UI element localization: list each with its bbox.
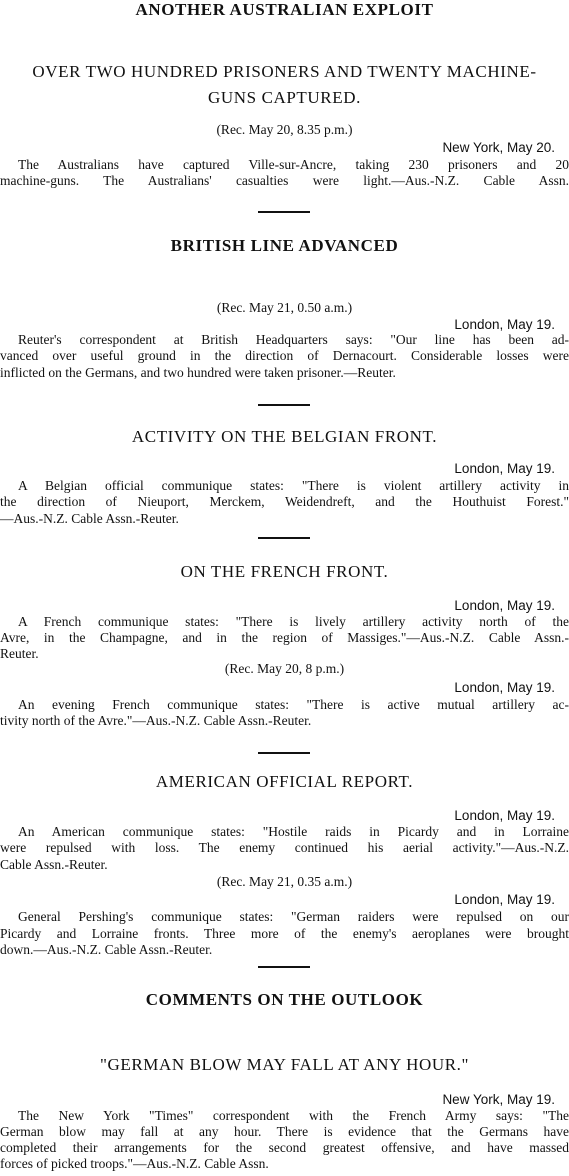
body-line: The New York "Times" correspondent with the French Army says: "The bbox=[18, 1108, 569, 1123]
body-line: Cable Assn.-Reuter. bbox=[0, 857, 108, 872]
article-headline: AMERICAN OFFICIAL REPORT. bbox=[155, 772, 414, 791]
article-subheadline: GUNS CAPTURED. bbox=[208, 88, 361, 107]
received-note: (Rec. May 20, 8.35 p.m.) bbox=[216, 122, 353, 137]
article-headline: ANOTHER AUSTRALIAN EXPLOIT bbox=[135, 0, 434, 19]
body-line: were repulsed with loss. The enemy continued his aerial activity."—Aus.-N.Z. bbox=[0, 840, 569, 855]
section-rule bbox=[258, 537, 310, 539]
body-line: vanced over useful ground in the direction of Dernacourt. Considerable losses were bbox=[0, 348, 569, 363]
dateline: London, May 19. bbox=[454, 892, 555, 907]
dateline: London, May 19. bbox=[454, 808, 555, 823]
article-headline: ACTIVITY ON THE BELGIAN FRONT. bbox=[131, 427, 438, 446]
body-line: A Belgian official communique states: "There is violent artillery activity in bbox=[18, 478, 569, 493]
body-line: down.—Aus.-N.Z. Cable Assn.-Reuter. bbox=[0, 942, 213, 957]
dateline: London, May 19. bbox=[454, 317, 555, 332]
article-subheadline: OVER TWO HUNDRED PRISONERS AND TWENTY MACHINE- bbox=[32, 62, 537, 81]
section-rule bbox=[258, 211, 310, 213]
section-rule bbox=[258, 752, 310, 754]
body-line: German blow may fall at any hour. There is evidence that the Germans have bbox=[0, 1124, 569, 1139]
body-line: Reuter. bbox=[0, 646, 39, 661]
body-line: —Aus.-N.Z. Cable Assn.-Reuter. bbox=[0, 511, 179, 526]
dateline: New York, May 19. bbox=[442, 1092, 555, 1107]
body-line: inflicted on the Germans, and two hundred were taken prisoner.—Reuter. bbox=[0, 365, 396, 380]
body-line: the direction of Nieuport, Merckem, Weidendreft, and the Houthuist Forest." bbox=[0, 494, 569, 509]
article-subheadline: "GERMAN BLOW MAY FALL AT ANY HOUR." bbox=[99, 1055, 470, 1074]
received-note: (Rec. May 21, 0.50 a.m.) bbox=[216, 300, 353, 315]
dateline: London, May 19. bbox=[454, 598, 555, 613]
article-headline: COMMENTS ON THE OUTLOOK bbox=[145, 990, 424, 1009]
article-headline: ON THE FRENCH FRONT. bbox=[180, 562, 389, 581]
body-line: forces of picked troops."—Aus.-N.Z. Cable Assn. bbox=[0, 1156, 269, 1171]
body-line: machine-guns. The Australians' casualties were light.—Aus.-N.Z. Cable Assn. bbox=[0, 173, 569, 188]
dateline: London, May 19. bbox=[454, 461, 555, 476]
body-line: completed their arrangements for the second greatest offensive, and have massed bbox=[0, 1140, 569, 1155]
body-line: The Australians have captured Ville-sur-Ancre, taking 230 prisoners and 20 bbox=[18, 157, 569, 172]
dateline: London, May 19. bbox=[454, 680, 555, 695]
body-line: Picardy and Lorraine fronts. Three more of the enemy's aeroplanes were brought bbox=[0, 926, 569, 941]
body-line: An American communique states: "Hostile raids in Picardy and in Lorraine bbox=[18, 824, 569, 839]
received-note: (Rec. May 20, 8 p.m.) bbox=[224, 661, 345, 676]
section-rule bbox=[258, 966, 310, 968]
body-line: Reuter's correspondent at British Headquarters says: "Our line has been ad- bbox=[18, 332, 569, 347]
section-rule bbox=[258, 404, 310, 406]
body-line: An evening French communique states: "There is active mutual artillery ac- bbox=[18, 697, 569, 712]
received-note: (Rec. May 21, 0.35 a.m.) bbox=[216, 874, 353, 889]
body-line: A French communique states: "There is lively artillery activity north of the bbox=[18, 614, 569, 629]
body-line: General Pershing's communique states: "German raiders were repulsed on our bbox=[18, 909, 569, 924]
dateline: New York, May 20. bbox=[442, 140, 555, 155]
article-headline: BRITISH LINE ADVANCED bbox=[170, 236, 399, 255]
body-line: Avre, in the Champagne, and in the region of Massiges."—Aus.-N.Z. Cable Assn.- bbox=[0, 630, 569, 645]
body-line: tivity north of the Avre."—Aus.-N.Z. Cable Assn.-Reuter. bbox=[0, 713, 312, 728]
